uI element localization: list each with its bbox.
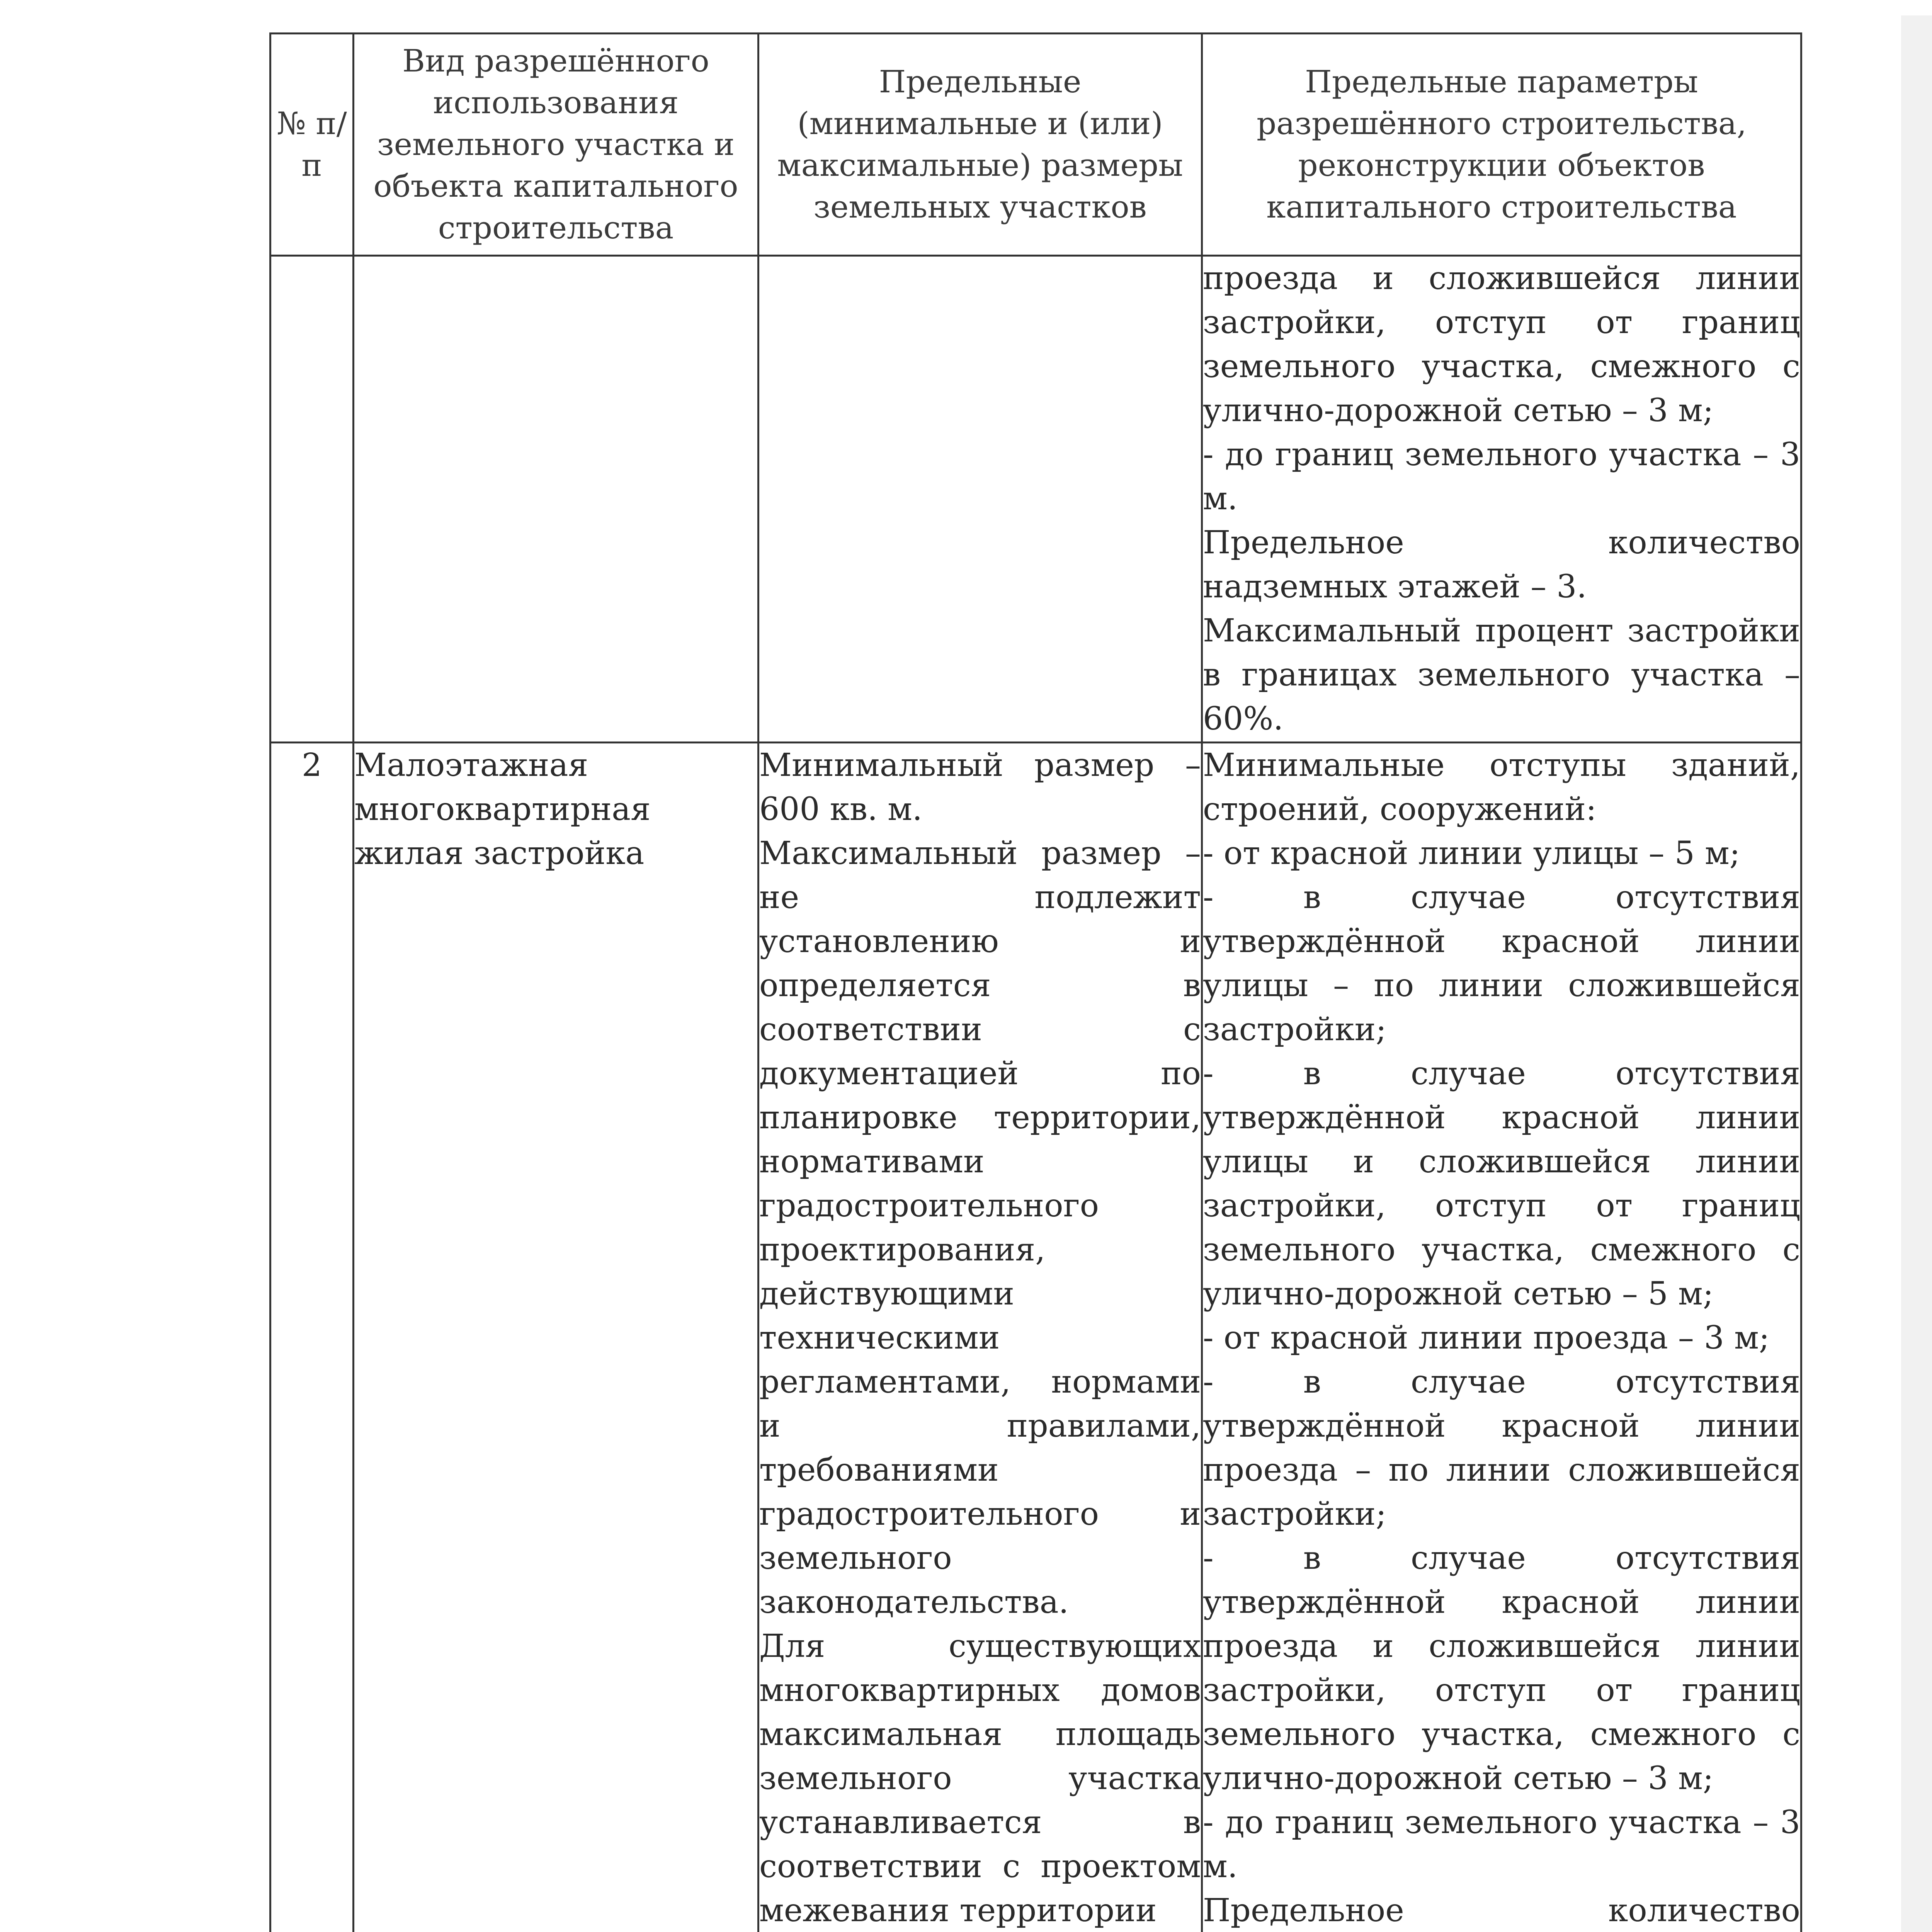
cell-number [270, 256, 354, 743]
param-line: Максимальный процент застройки в границах земельного участка – 60%. [1203, 612, 1800, 737]
size-line: Для существующих многоквартирных домов максимальная площадь земельного участка устанавливается в соответствии с проектом межевания территории [759, 1628, 1201, 1929]
cell-use-type: Малоэтажная многоквартирная жилая застройка [354, 743, 759, 1932]
param-line: - в случае отсутствия утверждённой красной линии проезда и сложившейся линии застройки, отступ от границ земельного участка, смежного с улично-дорожной сетью – 3 м; [1203, 1540, 1800, 1797]
cell-plot-size [759, 256, 1202, 743]
header-construction-params: Предельные параметры разрешённого строительства, реконструкции объектов капитального строительства [1202, 34, 1801, 256]
param-line: - в случае отсутствия утверждённой красной линии проезда – по линии сложившейся застройки; [1203, 1364, 1800, 1532]
header-plot-size: Предельные (минимальные и (или) максимальные) размеры земельных участков [759, 34, 1202, 256]
param-line: - от красной линии проезда – 3 м; [1203, 1320, 1770, 1356]
param-line: - до границ земельного участка – 3 м. [1203, 436, 1800, 517]
param-line: - в случае отсутствия утверждённой красной линии улицы – по линии сложившейся застройки; [1203, 879, 1800, 1048]
param-line: проезда и сложившейся линии застройки, отступ от границ земельного участка, смежного с улично-дорожной сетью – 3 м; [1203, 260, 1800, 429]
param-line: - до границ земельного участка – 3 м. [1203, 1804, 1800, 1885]
land-use-regulations-table [269, 32, 1802, 1932]
param-line: Предельное количество [1203, 1892, 1800, 1929]
scan-edge-shadow [1901, 15, 1932, 1932]
cell-plot-size [759, 743, 1202, 1932]
cell-use-type [354, 256, 759, 743]
cell-number: 2 [270, 743, 354, 1932]
param-line: - в случае отсутствия утверждённой красной линии улицы и сложившейся линии застройки, отступ от границ земельного участка, смежного с улично-дорожной сетью – 5 м; [1203, 1055, 1800, 1312]
table-header-row [270, 34, 1801, 256]
cell-construction-params [1202, 743, 1801, 1932]
param-line: - от красной линии улицы – 5 м; [1203, 835, 1740, 872]
param-line: Предельное количество надземных этажей – 3. [1203, 524, 1800, 605]
table-row-2 [270, 743, 1801, 1932]
header-number: № п/п [270, 34, 354, 256]
param-line: Минимальные отступы зданий, строений, сооружений: [1203, 747, 1800, 828]
header-use-type: Вид разрешённого использования земельного участка и объекта капитального строительства [354, 34, 759, 256]
table-row-continued [270, 256, 1801, 743]
size-line: Минимальный размер – 600 кв. м. [759, 747, 1201, 828]
cell-construction-params [1202, 256, 1801, 743]
size-line: Максимальный размер – не подлежит установлению и определяется в соответствии с документацией по планировке территории, нормативами градостроительного проектирования, действующими техническими регламентами, нормами и правилами, требованиями градостроительного и земельного законодательства. [759, 835, 1201, 1621]
